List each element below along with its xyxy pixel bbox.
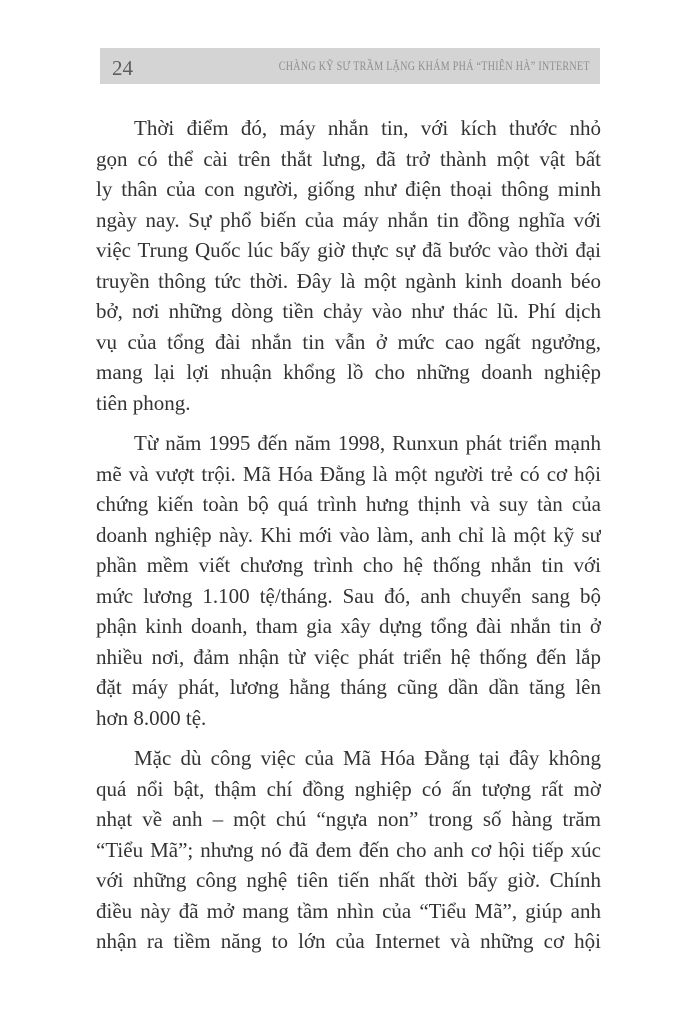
text-line: ly thân của con người, giống như điện thoại thông minh <box>96 177 601 201</box>
text-line: hơn 8.000 tệ. <box>96 705 207 730</box>
text-line: mẽ và vượt trội. Mã Hóa Đằng là một người trẻ có cơ hội <box>96 461 601 486</box>
text-line: ngày nay. Sự phổ biến của máy nhắn tin đồng nghĩa với <box>96 207 601 232</box>
text-line: nhiều nơi, đảm nhận từ việc phát triển hệ thống đến lắp <box>96 644 601 669</box>
text-line: Từ năm 1995 đến năm 1998, Runxun phát triển mạnh <box>134 431 601 455</box>
text-line: mang lại lợi nhuận khổng lồ cho những doanh nghiệp <box>96 360 601 384</box>
text-line: phần mềm viết chương trình cho hệ thống nhắn tin với <box>96 553 601 577</box>
text-line: việc Trung Quốc lúc bấy giờ thực sự đã bước vào thời đại <box>96 238 601 262</box>
running-title: CHÀNG KỸ SƯ TRẦM LẶNG KHÁM PHÁ “THIÊN HÀ” INTERNET <box>278 58 590 73</box>
text-line: truyền thông tức thời. Đây là một ngành kinh doanh béo <box>96 268 601 293</box>
paragraph <box>96 113 601 418</box>
text-line: gọn có thể cài trên thắt lưng, đã trở thành một vật bất <box>96 146 601 171</box>
text-line: tiên phong. <box>96 390 191 415</box>
text-line: chứng kiến toàn bộ quá trình hưng thịnh và suy tàn của <box>96 492 601 516</box>
text-line: mức lương 1.100 tệ/tháng. Sau đó, anh chuyển sang bộ <box>96 583 601 608</box>
deckle-edge <box>100 84 600 89</box>
text-line: nhận ra tiềm năng to lớn của Internet và những cơ hội <box>96 929 601 953</box>
paragraph <box>96 743 601 957</box>
page-number: 24 <box>112 55 133 80</box>
text-line: điều này đã mở mang tầm nhìn của “Tiểu Mã”, giúp anh <box>96 898 601 923</box>
text-line: quá nổi bật, thậm chí đồng nghiệp có ấn tượng rất mờ <box>96 776 601 801</box>
text-line: “Tiểu Mã”; nhưng nó đã đem đến cho anh cơ hội tiếp xúc <box>96 837 601 862</box>
page-body <box>96 113 601 967</box>
text-line: nhạt về anh – một chú “ngựa non” trong số hàng trăm <box>96 807 601 831</box>
page-header <box>100 48 600 89</box>
text-line: Mặc dù công việc của Mã Hóa Đằng tại đây không <box>134 746 601 770</box>
text-line: bở, nơi những dòng tiền chảy vào như thác lũ. Phí dịch <box>96 299 601 323</box>
text-line: doanh nghiệp này. Khi mới vào làm, anh chỉ là một kỹ sư <box>96 522 601 547</box>
text-line: phận kinh doanh, tham gia xây dựng tổng đài nhắn tin ở <box>96 614 601 638</box>
header-bar <box>100 48 600 84</box>
text-line: vụ của tổng đài nhắn tin vẫn ở mức cao ngất ngưởng, <box>96 329 601 354</box>
text-line: Thời điểm đó, máy nhắn tin, với kích thước nhỏ <box>134 116 601 140</box>
text-line: với những công nghệ tiên tiến nhất thời bấy giờ. Chính <box>96 868 601 892</box>
paragraph <box>96 428 601 733</box>
text-line: đặt máy phát, lương hằng tháng cũng dần dần tăng lên <box>96 675 601 699</box>
